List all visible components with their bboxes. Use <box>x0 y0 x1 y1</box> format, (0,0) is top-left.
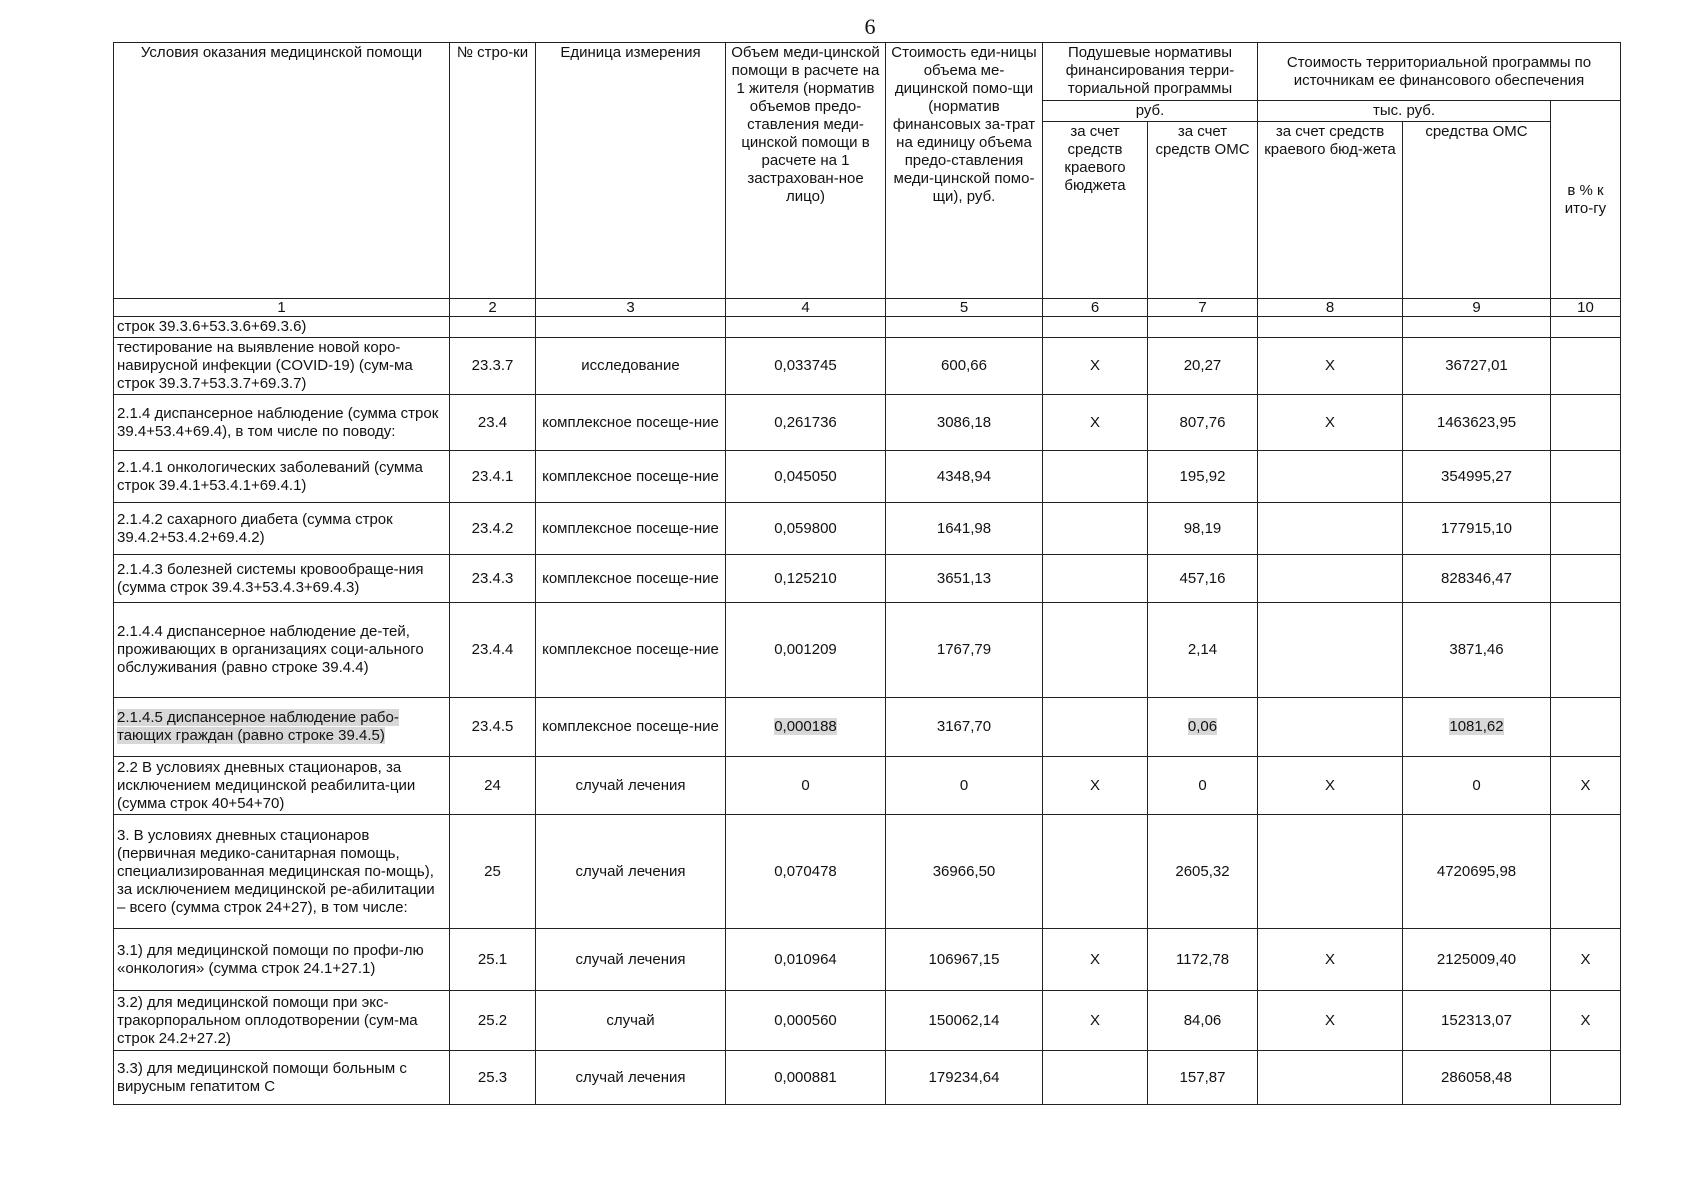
header-per-capita-group: Подушевые нормативы финансирования терри-ториальной программы <box>1043 43 1258 101</box>
row-label-text: тестирование на выявление новой коро-навирусной инфекции (COVID-19) (сум-ма строк 39.3.7+53.3.7+69.3.7) <box>117 339 413 392</box>
row-oms-cost-text: 4720695,98 <box>1436 862 1517 880</box>
row-unit-text: случай лечения <box>575 950 686 968</box>
row-percent <box>1551 503 1621 555</box>
row-volume-text: 0,261736 <box>774 413 837 431</box>
row-unit-text: случай лечения <box>575 1068 686 1086</box>
row-oms-cost <box>1403 991 1551 1051</box>
row-volume <box>726 555 886 603</box>
row-number <box>450 603 536 698</box>
table-row <box>114 451 1621 503</box>
row-percent <box>1551 451 1621 503</box>
row-number <box>450 757 536 815</box>
row-regional-budget-text: X <box>1089 950 1100 968</box>
row-oms-cost <box>1403 338 1551 395</box>
table-row <box>114 991 1621 1051</box>
header-regional-budget: за счет средств краевого бюджета <box>1043 122 1148 299</box>
row-oms-text: 195,92 <box>1179 467 1226 485</box>
column-number: 10 <box>1551 299 1621 317</box>
row-volume-text: 0,000560 <box>774 1011 837 1029</box>
column-number: 2 <box>450 299 536 317</box>
row-number <box>450 698 536 757</box>
row-oms <box>1148 698 1258 757</box>
row-regional-budget-cost <box>1258 698 1403 757</box>
row-percent <box>1551 317 1621 338</box>
row-oms-cost-text: 1081,62 <box>1449 718 1504 735</box>
row-unit-text: исследование <box>581 357 680 374</box>
row-oms-cost <box>1403 815 1551 929</box>
row-number <box>450 338 536 395</box>
row-unit <box>536 991 726 1051</box>
row-volume <box>726 603 886 698</box>
row-label <box>114 929 450 991</box>
row-unit <box>536 503 726 555</box>
row-oms-text: 2,14 <box>1187 641 1218 658</box>
row-regional-budget <box>1043 757 1148 815</box>
row-regional-budget <box>1043 991 1148 1051</box>
row-oms-text: 1172,78 <box>1175 950 1230 968</box>
row-regional-budget-cost-text: X <box>1324 950 1335 968</box>
row-percent <box>1551 338 1621 395</box>
row-volume-text: 0,125210 <box>774 569 837 587</box>
row-unit-cost <box>886 503 1043 555</box>
row-oms <box>1148 395 1258 451</box>
row-unit-text: комплексное посеще-ние <box>542 641 719 658</box>
row-label-text: 2.1.4.4 диспансерное наблюдение де-тей, проживающих в организациях соци-ального обслуживания (равно строке 39.4.4) <box>117 623 424 676</box>
header-unit-cost: Стоимость еди-ницы объема ме-дицинской помо-щи (норматив финансовых за-трат на единицу объема предо-ставления меди-цинской помо-щи), руб. <box>886 43 1043 299</box>
row-volume <box>726 757 886 815</box>
column-number: 5 <box>886 299 1043 317</box>
row-oms-text: 98,19 <box>1183 519 1222 537</box>
row-unit-cost-text: 1767,79 <box>936 641 992 658</box>
row-volume-text: 0,010964 <box>774 950 837 968</box>
header-unit: Единица измерения <box>536 43 726 299</box>
row-oms <box>1148 317 1258 338</box>
row-label-text: 2.1.4 диспансерное наблюдение (сумма строк 39.4+53.4+69.4), в том числе по поводу: <box>117 404 439 440</box>
row-oms-cost <box>1403 451 1551 503</box>
row-unit-cost <box>886 815 1043 929</box>
row-number <box>450 451 536 503</box>
header-cost-group: Стоимость территориальной программы по источникам ее финансового обеспечения <box>1258 43 1621 101</box>
row-oms-text: 457,16 <box>1179 569 1226 587</box>
row-oms <box>1148 757 1258 815</box>
column-number: 4 <box>726 299 886 317</box>
header-row-number: № стро-ки <box>450 43 536 299</box>
table-row <box>114 555 1621 603</box>
row-label-text: 3.2) для медицинской помощи при экс-тракорпоральном оплодотворении (сум-ма строк 24.2+27.2) <box>117 993 418 1047</box>
row-volume <box>726 503 886 555</box>
row-label-text: 3.1) для медицинской помощи по профи-лю «онкология» (сумма строк 24.1+27.1) <box>117 941 424 977</box>
row-label <box>114 698 450 757</box>
row-unit <box>536 451 726 503</box>
row-unit-cost <box>886 698 1043 757</box>
row-oms-cost-text: 286058,48 <box>1441 1068 1512 1086</box>
row-percent <box>1551 757 1621 815</box>
row-regional-budget-cost <box>1258 929 1403 991</box>
row-oms-cost <box>1403 1051 1551 1105</box>
row-regional-budget-cost <box>1258 1051 1403 1105</box>
row-number-text: 23.4.2 <box>471 519 514 537</box>
row-volume <box>726 317 886 338</box>
row-regional-budget-cost-text: X <box>1324 1011 1335 1029</box>
row-regional-budget-cost-text: X <box>1324 776 1335 794</box>
row-label <box>114 1051 450 1105</box>
row-unit <box>536 757 726 815</box>
row-label <box>114 317 450 338</box>
row-regional-budget <box>1043 1051 1148 1105</box>
row-unit-text: комплексное посеще-ние <box>542 467 719 485</box>
row-unit <box>536 815 726 929</box>
row-oms <box>1148 991 1258 1051</box>
row-unit <box>536 395 726 451</box>
row-percent <box>1551 395 1621 451</box>
row-oms-text: 84,06 <box>1183 1011 1222 1029</box>
row-regional-budget-cost <box>1258 815 1403 929</box>
row-volume-text: 0,000188 <box>774 718 837 735</box>
row-label <box>114 395 450 451</box>
row-oms-cost-text: 152313,07 <box>1441 1011 1512 1029</box>
row-oms-cost <box>1403 395 1551 451</box>
row-oms-cost-text: 177915,10 <box>1441 519 1512 537</box>
row-unit-text: случай лечения <box>575 776 686 794</box>
row-percent <box>1551 991 1621 1051</box>
table-row <box>114 698 1621 757</box>
header-percent: в % к ито-гу <box>1551 101 1621 299</box>
row-unit-cost <box>886 1051 1043 1105</box>
row-unit-cost-text: 3086,18 <box>936 413 992 431</box>
row-regional-budget-cost <box>1258 395 1403 451</box>
row-unit-text: комплексное посеще-ние <box>542 569 719 587</box>
row-number <box>450 1051 536 1105</box>
row-label-text: 2.1.4.2 сахарного диабета (сумма строк 39.4.2+53.4.2+69.4.2) <box>117 510 393 546</box>
row-unit-cost <box>886 317 1043 338</box>
row-number <box>450 815 536 929</box>
row-volume-text: 0,070478 <box>774 862 837 880</box>
row-oms <box>1148 555 1258 603</box>
table-row <box>114 395 1621 451</box>
row-label <box>114 991 450 1051</box>
row-oms-text: 0,06 <box>1187 718 1218 735</box>
row-oms-cost <box>1403 757 1551 815</box>
row-oms-text: 157,87 <box>1179 1068 1226 1086</box>
row-volume <box>726 451 886 503</box>
row-number-text: 25 <box>484 862 501 880</box>
row-percent-text: X <box>1580 776 1591 794</box>
row-regional-budget <box>1043 815 1148 929</box>
row-number-text: 23.4.3 <box>471 569 514 587</box>
row-unit-cost-text: 150062,14 <box>928 1011 1000 1029</box>
row-volume <box>726 1051 886 1105</box>
row-regional-budget <box>1043 929 1148 991</box>
row-oms-cost-text: 1463623,95 <box>1436 413 1517 431</box>
row-volume <box>726 815 886 929</box>
row-regional-budget-cost <box>1258 991 1403 1051</box>
row-oms-text: 0 <box>1198 776 1207 794</box>
row-unit-cost-text: 106967,15 <box>928 950 1000 968</box>
row-oms-cost <box>1403 317 1551 338</box>
row-percent <box>1551 815 1621 929</box>
table-row <box>114 503 1621 555</box>
row-unit-text: случай <box>606 1011 655 1029</box>
row-regional-budget <box>1043 395 1148 451</box>
row-unit-cost <box>886 991 1043 1051</box>
row-label <box>114 757 450 815</box>
table-row <box>114 757 1621 815</box>
row-unit-cost-text: 0 <box>959 776 969 794</box>
row-percent <box>1551 555 1621 603</box>
row-percent <box>1551 1051 1621 1105</box>
header-oms: за счет средств ОМС <box>1148 122 1258 299</box>
row-number-text: 23.4.5 <box>471 718 514 735</box>
table-row <box>114 929 1621 991</box>
row-number <box>450 929 536 991</box>
header-oms-cost: средства ОМС <box>1403 122 1551 299</box>
row-volume-text: 0,000881 <box>774 1068 837 1086</box>
page-number: 6 <box>864 14 876 39</box>
row-oms-text: 807,76 <box>1179 413 1226 431</box>
header-volume: Объем меди-цинской помощи в расчете на 1 жителя (норматив объемов предо-ставления меди-цинской помощи в расчете на 1 застрахован-ное лицо) <box>726 43 886 299</box>
row-unit-text: комплексное посеще-ние <box>542 519 719 537</box>
row-unit-cost-text: 600,66 <box>941 357 987 374</box>
row-unit <box>536 555 726 603</box>
row-regional-budget-cost <box>1258 757 1403 815</box>
row-oms-cost-text: 354995,27 <box>1441 467 1512 485</box>
row-label <box>114 451 450 503</box>
row-regional-budget <box>1043 451 1148 503</box>
row-number-text: 23.4.4 <box>471 641 514 658</box>
header-cost-unit: тыс. руб. <box>1258 101 1551 122</box>
row-regional-budget-text: X <box>1089 776 1100 794</box>
row-oms-cost-text: 3871,46 <box>1449 641 1504 658</box>
program-cost-table <box>113 42 1621 1105</box>
row-unit-cost <box>886 929 1043 991</box>
row-oms <box>1148 603 1258 698</box>
row-unit-text: комплексное посеще-ние <box>542 718 719 735</box>
row-oms-cost <box>1403 603 1551 698</box>
row-label <box>114 815 450 929</box>
row-unit-cost-text: 36966,50 <box>932 862 996 880</box>
row-label <box>114 338 450 395</box>
row-label <box>114 555 450 603</box>
row-oms <box>1148 503 1258 555</box>
column-numbers-row <box>114 299 1621 317</box>
table-row <box>114 1051 1621 1105</box>
row-oms <box>1148 929 1258 991</box>
row-oms-cost-text: 2125009,40 <box>1436 950 1517 968</box>
row-number-text: 25.2 <box>477 1011 508 1029</box>
row-oms-text: 2605,32 <box>1175 862 1230 880</box>
row-percent <box>1551 929 1621 991</box>
row-oms-cost-text: 828346,47 <box>1441 569 1512 587</box>
header-regional-budget-cost: за счет средств краевого бюд-жета <box>1258 122 1403 299</box>
row-regional-budget-cost <box>1258 603 1403 698</box>
row-unit <box>536 603 726 698</box>
row-number-text: 25.3 <box>477 1068 508 1086</box>
row-percent <box>1551 603 1621 698</box>
row-percent <box>1551 698 1621 757</box>
row-volume-text: 0,001209 <box>774 641 837 658</box>
row-oms <box>1148 1051 1258 1105</box>
row-number-text: 25.1 <box>477 950 508 968</box>
row-volume <box>726 991 886 1051</box>
row-label-text: 3. В условиях дневных стационаров (первичная медико-санитарная помощь, специализированная медицинская по-мощь), за исключением медицинской ре-абилитации – всего (сумма строк 24+27), в том числе: <box>117 826 435 916</box>
column-number: 3 <box>536 299 726 317</box>
row-regional-budget-text: X <box>1089 413 1100 431</box>
row-regional-budget-text: X <box>1089 357 1100 374</box>
row-percent-text: X <box>1580 1011 1591 1029</box>
row-oms-text: 20,27 <box>1183 357 1222 374</box>
row-volume-text: 0 <box>801 776 810 794</box>
row-oms-cost <box>1403 555 1551 603</box>
row-regional-budget <box>1043 317 1148 338</box>
row-unit-cost <box>886 338 1043 395</box>
row-percent-text: X <box>1580 950 1591 968</box>
row-unit-text: комплексное посеще-ние <box>542 413 719 431</box>
row-oms-cost <box>1403 698 1551 757</box>
row-label-text: 2.2 В условиях дневных стационаров, за исключением медицинской реабилита-ции (сумма строк 40+54+70) <box>117 758 416 812</box>
row-label-text: 2.1.4.1 онкологических заболеваний (сумма строк 39.4.1+53.4.1+69.4.1) <box>117 458 423 494</box>
row-label <box>114 603 450 698</box>
column-number: 1 <box>114 299 450 317</box>
row-volume-text: 0,033745 <box>774 357 837 374</box>
row-unit-cost-text: 179234,64 <box>928 1068 1000 1086</box>
row-unit-cost <box>886 555 1043 603</box>
row-number <box>450 991 536 1051</box>
row-unit <box>536 929 726 991</box>
row-unit <box>536 698 726 757</box>
row-number <box>450 555 536 603</box>
row-regional-budget-cost <box>1258 451 1403 503</box>
row-label-text: 2.1.4.3 болезней системы кровообраще-ния (сумма строк 39.4.3+53.4.3+69.4.3) <box>117 560 424 596</box>
row-unit <box>536 317 726 338</box>
row-unit-cost-text: 1641,98 <box>936 519 992 537</box>
row-regional-budget <box>1043 555 1148 603</box>
row-oms-cost <box>1403 503 1551 555</box>
row-label <box>114 503 450 555</box>
row-volume-text: 0,045050 <box>774 467 837 485</box>
row-regional-budget <box>1043 603 1148 698</box>
row-unit-cost <box>886 757 1043 815</box>
column-number: 9 <box>1403 299 1551 317</box>
row-regional-budget-cost <box>1258 555 1403 603</box>
row-unit-cost <box>886 395 1043 451</box>
row-unit-text: случай лечения <box>575 862 686 880</box>
row-unit-cost-text: 4348,94 <box>936 467 992 485</box>
row-oms <box>1148 451 1258 503</box>
column-number: 7 <box>1148 299 1258 317</box>
row-label-text: строк 39.3.6+53.3.6+69.3.6) <box>117 318 307 335</box>
table-row <box>114 338 1621 395</box>
table-row <box>114 815 1621 929</box>
row-regional-budget-cost-text: X <box>1324 413 1335 431</box>
row-number-text: 24 <box>484 776 501 794</box>
row-regional-budget-cost <box>1258 338 1403 395</box>
row-regional-budget-cost-text: X <box>1324 357 1335 374</box>
row-oms <box>1148 815 1258 929</box>
row-oms-cost <box>1403 929 1551 991</box>
row-volume <box>726 929 886 991</box>
row-oms-cost-text: 36727,01 <box>1445 357 1508 374</box>
header-conditions: Условия оказания медицинской помощи <box>114 43 450 299</box>
row-oms-cost-text: 0 <box>1472 776 1481 794</box>
row-regional-budget <box>1043 338 1148 395</box>
row-unit <box>536 338 726 395</box>
row-number-text: 23.4.1 <box>471 467 514 485</box>
row-regional-budget <box>1043 503 1148 555</box>
row-number <box>450 395 536 451</box>
row-volume-text: 0,059800 <box>774 519 837 537</box>
column-number: 6 <box>1043 299 1148 317</box>
row-oms <box>1148 338 1258 395</box>
row-unit <box>536 1051 726 1105</box>
row-volume <box>726 395 886 451</box>
row-unit-cost-text: 3651,13 <box>936 569 992 587</box>
row-number-text: 23.4 <box>477 413 508 431</box>
row-regional-budget-cost <box>1258 317 1403 338</box>
row-regional-budget-text: X <box>1089 1011 1100 1029</box>
header-row-1 <box>114 43 1621 101</box>
row-number-text: 23.3.7 <box>471 357 514 374</box>
row-volume <box>726 698 886 757</box>
row-number <box>450 317 536 338</box>
row-unit-cost-text: 3167,70 <box>936 718 992 735</box>
column-number: 8 <box>1258 299 1403 317</box>
row-unit-cost <box>886 603 1043 698</box>
row-unit-cost <box>886 451 1043 503</box>
header-per-capita-unit: руб. <box>1043 101 1258 122</box>
row-label-text: 2.1.4.5 диспансерное наблюдение рабо-тающих граждан (равно строке 39.4.5) <box>117 709 399 744</box>
row-label-text: 3.3) для медицинской помощи больным с вирусным гепатитом С <box>117 1059 407 1095</box>
table-row <box>114 603 1621 698</box>
row-volume <box>726 338 886 395</box>
row-number <box>450 503 536 555</box>
row-regional-budget <box>1043 698 1148 757</box>
row-regional-budget-cost <box>1258 503 1403 555</box>
table-row <box>114 317 1621 338</box>
